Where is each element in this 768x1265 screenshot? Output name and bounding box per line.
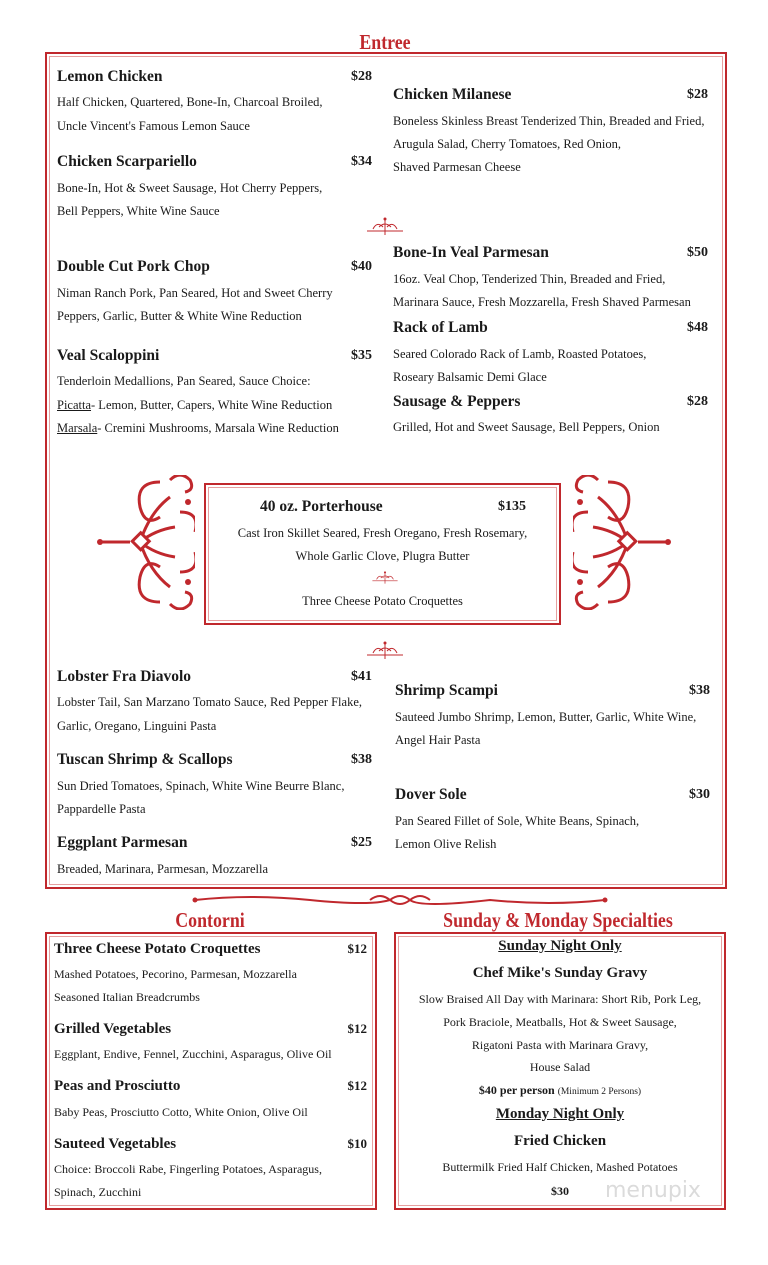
ornament-icon: [365, 641, 405, 661]
item-name: Sausage & Peppers: [393, 393, 521, 410]
item-name: 40 oz. Porterhouse: [260, 498, 383, 515]
item-desc: Whole Garlic Clove, Plugra Butter: [295, 549, 470, 563]
item-price: $40: [351, 259, 372, 274]
sauce-option: [57, 419, 339, 437]
item-desc: Shaved Parmesan Cheese: [393, 160, 521, 174]
item-desc: Seasoned Italian Breadcrumbs: [54, 990, 200, 1004]
item-desc: Baby Peas, Prosciutto Cotto, White Onion, Olive Oil: [54, 1105, 308, 1119]
item-desc: Boneless Skinless Breast Tenderized Thin, Breaded and Fried,: [393, 114, 705, 128]
item-desc: Bell Peppers, White Wine Sauce: [57, 204, 220, 218]
item-name: Peas and Prosciutto: [54, 1078, 181, 1094]
item-desc: Uncle Vincent's Famous Lemon Sauce: [57, 119, 250, 133]
item-desc: Lobster Tail, San Marzano Tomato Sauce, Red Pepper Flake,: [57, 695, 363, 709]
special-name: Fried Chicken: [513, 1133, 607, 1149]
ornament-icon: [370, 570, 400, 586]
special-desc: Pork Braciole, Meatballs, Hot & Sweet Sausage,: [443, 1015, 677, 1029]
item-price: $30: [689, 787, 710, 802]
flourish-left-icon: [95, 475, 195, 610]
item-price: $41: [351, 669, 372, 684]
item-desc: Pappardelle Pasta: [57, 802, 146, 816]
item-name: Sauteed Vegetables: [54, 1136, 177, 1152]
specialties-title: Sunday & Monday Specialties: [443, 908, 673, 932]
item-price: $12: [347, 941, 367, 956]
special-desc: House Salad: [529, 1060, 591, 1074]
item-name: Chicken Scarpariello: [57, 153, 197, 170]
item-desc: Bone-In, Hot & Sweet Sausage, Hot Cherry Peppers,: [57, 181, 323, 195]
item-name: Double Cut Pork Chop: [57, 258, 210, 275]
item-desc: Eggplant, Endive, Fennel, Zucchini, Asparagus, Olive Oil: [54, 1047, 332, 1061]
item-desc: Breaded, Marinara, Parmesan, Mozzarella: [57, 862, 269, 876]
special-price-line: [394, 1081, 726, 1101]
flourish-divider-icon: [190, 890, 610, 910]
item-name: Eggplant Parmesan: [57, 834, 188, 851]
special-desc: Rigatoni Pasta with Marinara Gravy,: [471, 1038, 649, 1052]
item-name: Veal Scaloppini: [57, 347, 160, 364]
special-name: Chef Mike's Sunday Gravy: [472, 965, 648, 981]
item-price: $28: [687, 87, 708, 102]
special-heading: Sunday Night Only: [498, 938, 622, 954]
item-desc: Peppers, Garlic, Butter & White Wine Reduction: [57, 309, 302, 323]
special-price: $30: [551, 1184, 569, 1198]
item-side: Three Cheese Potato Croquettes: [302, 594, 463, 608]
item-desc: Seared Colorado Rack of Lamb, Roasted Potatoes,: [393, 347, 647, 361]
item-desc: Garlic, Oregano, Linguini Pasta: [57, 719, 217, 733]
item-name: Chicken Milanese: [393, 86, 512, 103]
item-price: $28: [351, 69, 372, 84]
item-desc: Spinach, Zucchini: [54, 1185, 142, 1199]
item-name: Bone-In Veal Parmesan: [393, 244, 549, 261]
item-desc: Sun Dried Tomatoes, Spinach, White Wine Beurre Blanc,: [57, 779, 345, 793]
item-price: $135: [498, 499, 526, 514]
item-price: $25: [351, 835, 372, 850]
item-price: $50: [687, 245, 708, 260]
watermark: menupix: [605, 1178, 701, 1203]
item-desc: Angel Hair Pasta: [395, 733, 481, 747]
item-price: $35: [351, 348, 372, 363]
item-desc: Niman Ranch Pork, Pan Seared, Hot and Sweet Cherry: [57, 286, 333, 300]
item-desc: Sauteed Jumbo Shrimp, Lemon, Butter, Garlic, White Wine,: [395, 710, 697, 724]
special-note: (Minimum 2 Persons): [557, 1087, 642, 1097]
item-desc: Grilled, Hot and Sweet Sausage, Bell Peppers, Onion: [393, 420, 660, 434]
entree-title: Entree: [359, 30, 411, 54]
item-desc: Arugula Salad, Cherry Tomatoes, Red Onion,: [393, 137, 622, 151]
item-desc: 16oz. Veal Chop, Tenderized Thin, Breaded and Fried,: [393, 272, 666, 286]
item-name: Three Cheese Potato Croquettes: [54, 941, 261, 957]
item-desc: Pan Seared Fillet of Sole, White Beans, Spinach,: [395, 814, 640, 828]
item-name: Rack of Lamb: [393, 319, 488, 336]
item-price: $10: [347, 1136, 367, 1151]
item-name: Lobster Fra Diavolo: [57, 668, 192, 685]
item-desc: Tenderloin Medallions, Pan Seared, Sauce Choice:: [57, 374, 311, 388]
item-desc: Cast Iron Skillet Seared, Fresh Oregano, Fresh Rosemary,: [237, 526, 528, 540]
option-label: Marsala: [57, 421, 98, 435]
item-price: $38: [351, 752, 372, 767]
item-price: $38: [689, 683, 710, 698]
ornament-icon: [365, 217, 405, 237]
special-heading: Monday Night Only: [495, 1106, 625, 1122]
special-desc: Buttermilk Fried Half Chicken, Mashed Potatoes: [442, 1160, 678, 1174]
option-text: - Lemon, Butter, Capers, White Wine Reduction: [91, 398, 333, 412]
item-price: $12: [347, 1078, 367, 1093]
option-text: - Cremini Mushrooms, Marsala Wine Reduction: [97, 421, 339, 435]
sauce-option: [57, 396, 332, 414]
item-name: Dover Sole: [395, 786, 467, 803]
item-desc: Half Chicken, Quartered, Bone-In, Charcoal Broiled,: [57, 95, 323, 109]
flourish-right-icon: [573, 475, 673, 610]
item-price: $28: [687, 394, 708, 409]
item-name: Lemon Chicken: [57, 68, 163, 85]
special-desc: Slow Braised All Day with Marinara: Short Rib, Pork Leg,: [418, 992, 702, 1006]
contorni-title: Contorni: [175, 908, 245, 932]
special-price: $40 per person: [478, 1083, 555, 1097]
item-desc: Lemon Olive Relish: [395, 837, 497, 851]
item-name: Shrimp Scampi: [395, 682, 498, 699]
item-desc: Marinara Sauce, Fresh Mozzarella, Fresh Shaved Parmesan: [393, 295, 691, 309]
item-price: $48: [687, 320, 708, 335]
option-label: Picatta: [57, 398, 92, 412]
item-desc: Mashed Potatoes, Pecorino, Parmesan, Mozzarella: [54, 967, 297, 981]
item-price: $34: [351, 154, 372, 169]
item-desc: Choice: Broccoli Rabe, Fingerling Potatoes, Asparagus,: [54, 1162, 322, 1176]
item-desc: Roseary Balsamic Demi Glace: [393, 370, 547, 384]
item-name: Grilled Vegetables: [54, 1021, 172, 1037]
item-price: $12: [347, 1021, 367, 1036]
item-name: Tuscan Shrimp & Scallops: [57, 751, 233, 768]
